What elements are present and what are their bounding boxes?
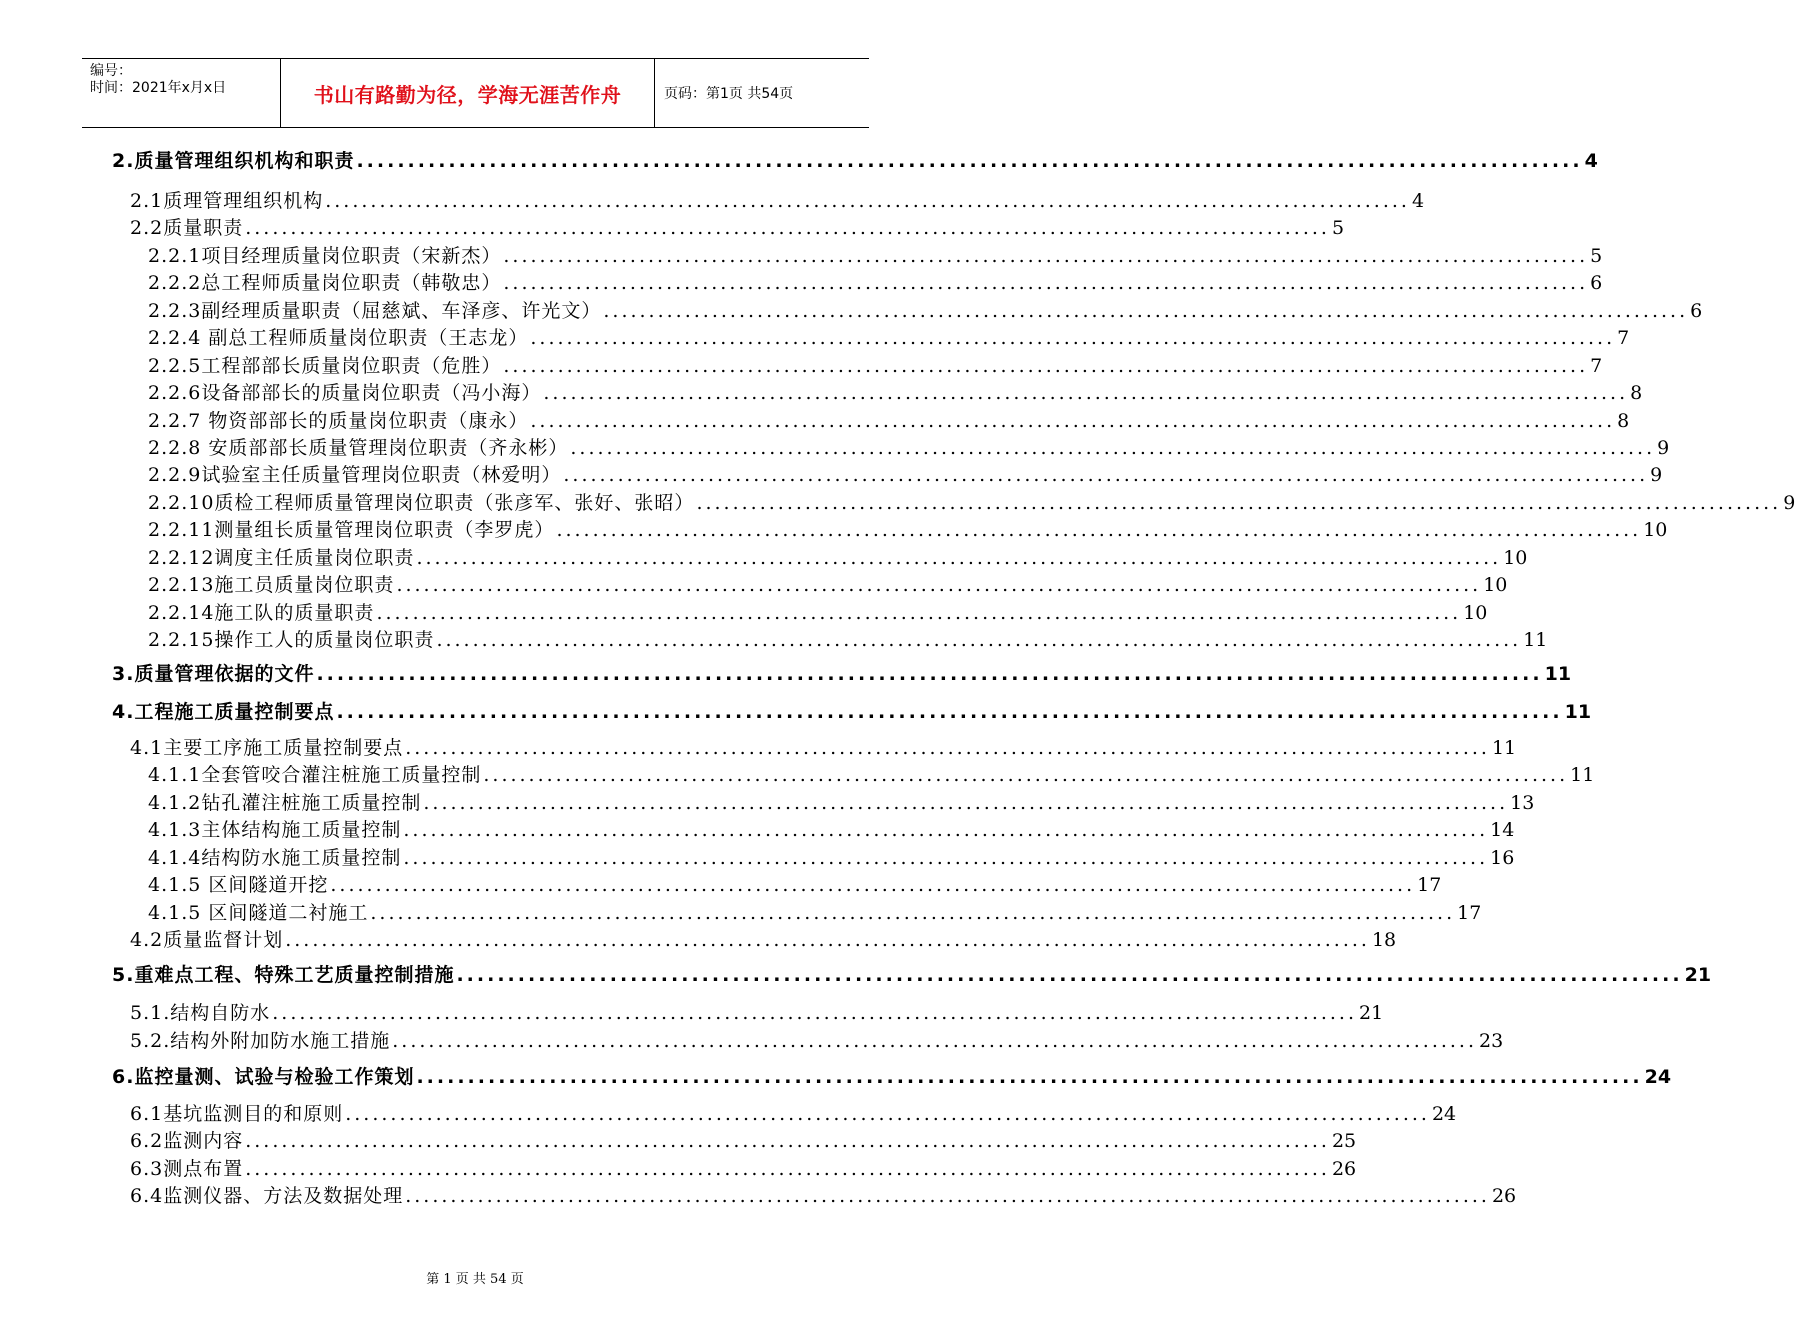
header-page-cell	[654, 59, 869, 127]
toc-entry[interactable]	[148, 900, 1482, 927]
toc-leader-dots: ........................................................................................................................	[285, 929, 1370, 951]
toc-entry-title: 2.1质理管理组织机构	[130, 190, 324, 212]
toc-entry-title: 2.2.11测量组长质量管理岗位职责（李罗虎）	[148, 519, 555, 541]
toc-leader-dots: ........................................................................................................................	[405, 1185, 1490, 1207]
toc-leader-dots: ........................................................................................................................	[603, 300, 1689, 322]
toc-entry-title: 6.1基坑监测目的和原则	[130, 1103, 344, 1125]
toc-leader-dots: ........................................................................................................................	[396, 574, 1482, 596]
toc-leader-dots: ........................................................................................................................	[696, 492, 1782, 514]
toc-entry-page: 17	[1417, 874, 1442, 896]
toc-leader-dots: ........................................................................................................................	[330, 874, 1416, 896]
toc-leader-dots: ........................................................................................................................	[345, 1103, 1430, 1125]
toc-entry-title: 2.2.7 物资部部长的质量岗位职责（康永）	[148, 410, 529, 432]
toc-entry-title: 4.1.2钻孔灌注桩施工质量控制	[148, 792, 422, 814]
toc-leader-dots: ........................................................................................................................	[416, 1066, 1643, 1088]
toc-entry-page: 21	[1359, 1002, 1384, 1024]
document-date-label: 时间：2021年x月x日	[90, 80, 227, 96]
toc-leader-dots: ........................................................................................................................	[316, 663, 1543, 685]
toc-entry-page: 26	[1491, 1185, 1517, 1207]
toc-leader-dots: ........................................................................................................................	[556, 519, 1642, 541]
toc-entry[interactable]	[112, 1064, 1672, 1091]
toc-entry-title: 2.2.9试验室主任质量管理岗位职责（林爱明）	[148, 464, 562, 486]
toc-entry[interactable]	[130, 215, 1345, 242]
toc-entry[interactable]	[148, 872, 1442, 899]
toc-entry-title: 4.1.1全套管咬合灌注桩施工质量控制	[148, 764, 482, 786]
toc-entry-page: 11	[1570, 764, 1595, 786]
toc-leader-dots: ........................................................................................................................	[483, 764, 1569, 786]
toc-entry[interactable]	[148, 517, 1668, 544]
toc-entry-title: 2.2.8 安质部部长质量管理岗位职责（齐永彬）	[148, 437, 569, 459]
toc-leader-dots: ........................................................................................................................	[245, 217, 1330, 239]
toc-leader-dots: ........................................................................................................................	[272, 1002, 1358, 1024]
toc-entry-title: 5.重难点工程、特殊工艺质量控制措施	[112, 964, 455, 986]
toc-entry-page: 8	[1630, 382, 1643, 404]
toc-entry[interactable]	[130, 735, 1517, 762]
toc-entry[interactable]	[148, 243, 1603, 270]
toc-entry-page: 17	[1457, 902, 1482, 924]
toc-entry[interactable]	[130, 1101, 1457, 1128]
toc-entry-page: 7	[1617, 327, 1630, 349]
toc-entry-page: 24	[1431, 1103, 1457, 1125]
toc-leader-dots: ........................................................................................................................	[503, 272, 1589, 294]
toc-leader-dots: ........................................................................................................................	[416, 547, 1502, 569]
toc-entry-title: 5.2.结构外附加防水施工措施	[130, 1030, 391, 1052]
toc-entry-page: 6	[1590, 272, 1603, 294]
toc-leader-dots: ........................................................................................................................	[543, 382, 1629, 404]
toc-leader-dots: ........................................................................................................................	[436, 629, 1522, 651]
toc-entry[interactable]	[130, 927, 1397, 954]
toc-entry-page: 7	[1590, 355, 1603, 377]
toc-entry[interactable]	[148, 817, 1515, 844]
toc-entry[interactable]	[148, 600, 1488, 627]
toc-entry-page: 11	[1523, 629, 1548, 651]
toc-entry[interactable]	[112, 661, 1572, 688]
toc-entry-page: 18	[1371, 929, 1397, 951]
toc-leader-dots: ........................................................................................................................	[356, 150, 1583, 172]
toc-entry-page: 10	[1463, 602, 1488, 624]
toc-entry[interactable]	[148, 325, 1630, 352]
header-meta-cell	[82, 59, 280, 127]
toc-entry-page: 4	[1584, 150, 1598, 172]
toc-entry[interactable]	[130, 188, 1425, 215]
toc-leader-dots: ........................................................................................................................	[376, 602, 1462, 624]
toc-entry-page: 13	[1510, 792, 1535, 814]
toc-leader-dots: ........................................................................................................................	[336, 701, 1563, 723]
toc-entry-title: 2.2.1项目经理质量岗位职责（宋新杰）	[148, 245, 502, 267]
toc-entry-title: 4.1.4结构防水施工质量控制	[148, 847, 402, 869]
toc-entry-title: 4.1.3主体结构施工质量控制	[148, 819, 402, 841]
toc-leader-dots: ........................................................................................................................	[370, 902, 1456, 924]
toc-entry-page: 4	[1411, 190, 1425, 212]
toc-entry-title: 4.2质量监督计划	[130, 929, 284, 951]
toc-leader-dots: ........................................................................................................................	[403, 847, 1489, 869]
toc-entry-title: 2.2.12调度主任质量岗位职责	[148, 547, 415, 569]
toc-leader-dots: ........................................................................................................................	[563, 464, 1649, 486]
toc-entry[interactable]	[148, 435, 1670, 462]
toc-entry-title: 4.1主要工序施工质量控制要点	[130, 737, 404, 759]
toc-leader-dots: ........................................................................................................................	[245, 1130, 1330, 1152]
toc-leader-dots: ........................................................................................................................	[392, 1030, 1478, 1052]
toc-entry-title: 2.2.15操作工人的质量岗位职责	[148, 629, 435, 651]
toc-entry-page: 9	[1783, 492, 1795, 514]
header-motto-cell	[280, 59, 655, 127]
toc-entry-page: 21	[1684, 964, 1712, 986]
toc-leader-dots: ........................................................................................................................	[423, 792, 1509, 814]
toc-entry[interactable]	[148, 790, 1535, 817]
toc-entry-title: 2.质量管理组织机构和职责	[112, 150, 355, 172]
toc-entry-title: 2.2.3副经理质量职责（屈慈斌、车泽彦、许光文）	[148, 300, 602, 322]
toc-entry-title: 4.1.5 区间隧道开挖	[148, 874, 329, 896]
toc-leader-dots: ........................................................................................................................	[325, 190, 1410, 212]
header-page-info: 页码：第1页 共54页	[664, 86, 794, 102]
toc-entry[interactable]	[112, 962, 1712, 989]
toc-entry[interactable]	[130, 1028, 1504, 1055]
toc-leader-dots: ........................................................................................................................	[530, 410, 1616, 432]
toc-entry[interactable]	[148, 490, 1795, 517]
toc-entry[interactable]	[148, 845, 1515, 872]
toc-entry-title: 2.2.13施工员质量岗位职责	[148, 574, 395, 596]
toc-entry-page: 14	[1490, 819, 1515, 841]
toc-entry-page: 25	[1331, 1130, 1357, 1152]
toc-entry-title: 2.2.2总工程师质量岗位职责（韩敬忠）	[148, 272, 502, 294]
toc-entry[interactable]	[148, 627, 1548, 654]
toc-entry-page: 11	[1491, 737, 1517, 759]
toc-entry[interactable]	[112, 148, 1598, 175]
toc-leader-dots: ........................................................................................................................	[503, 245, 1589, 267]
header-motto: 书山有路勤为径，学海无涯苦作舟	[313, 82, 622, 107]
toc-entry-title: 2.2.6设备部部长的质量岗位职责（冯小海）	[148, 382, 542, 404]
toc-entry-title: 6.4监测仪器、方法及数据处理	[130, 1185, 404, 1207]
toc-entry-page: 10	[1643, 519, 1668, 541]
page-footer: 第 1 页 共 54 页	[426, 1272, 524, 1287]
toc-entry[interactable]	[148, 462, 1663, 489]
toc-entry[interactable]	[148, 572, 1508, 599]
toc-entry-title: 2.2.14施工队的质量职责	[148, 602, 375, 624]
toc-entry-title: 2.2.10质检工程师质量管理岗位职责（张彦军、张好、张昭）	[148, 492, 695, 514]
page-header	[82, 58, 869, 128]
toc-entry-title: 2.2质量职责	[130, 217, 244, 239]
toc-entry[interactable]	[148, 762, 1595, 789]
toc-entry-page: 10	[1483, 574, 1508, 596]
toc-entry[interactable]	[130, 1183, 1517, 1210]
toc-entry-title: 6.2监测内容	[130, 1130, 244, 1152]
toc-entry[interactable]	[148, 408, 1630, 435]
toc-entry[interactable]	[130, 1000, 1384, 1027]
toc-entry-page: 5	[1331, 217, 1345, 239]
toc-leader-dots: ........................................................................................................................	[403, 819, 1489, 841]
toc-leader-dots: ........................................................................................................................	[570, 437, 1656, 459]
toc-entry-title: 2.2.4 副总工程师质量岗位职责（王志龙）	[148, 327, 529, 349]
toc-entry-page: 10	[1503, 547, 1528, 569]
toc-entry[interactable]	[112, 699, 1592, 726]
toc-entry-page: 11	[1564, 701, 1592, 723]
document-number-label: 编号：	[90, 63, 132, 79]
toc-entry-page: 9	[1657, 437, 1670, 459]
toc-entry[interactable]	[148, 545, 1528, 572]
toc-entry-title: 4.1.5 区间隧道二衬施工	[148, 902, 369, 924]
toc-entry-title: 2.2.5工程部部长质量岗位职责（危胜）	[148, 355, 502, 377]
toc-entry-page: 9	[1650, 464, 1663, 486]
toc-entry[interactable]	[148, 380, 1643, 407]
toc-entry-title: 3.质量管理依据的文件	[112, 663, 315, 685]
toc-entry-page: 24	[1644, 1066, 1672, 1088]
toc-entry-page: 8	[1617, 410, 1630, 432]
toc-entry[interactable]	[130, 1156, 1357, 1183]
toc-entry-page: 16	[1490, 847, 1515, 869]
toc-entry-page: 26	[1331, 1158, 1357, 1180]
toc-entry-title: 6.3测点布置	[130, 1158, 244, 1180]
toc-leader-dots: ........................................................................................................................	[405, 737, 1490, 759]
toc-leader-dots: ........................................................................................................................	[456, 964, 1683, 986]
toc-leader-dots: ........................................................................................................................	[530, 327, 1616, 349]
toc-entry-title: 4.工程施工质量控制要点	[112, 701, 335, 723]
toc-entry[interactable]	[148, 298, 1703, 325]
toc-entry-title: 5.1.结构自防水	[130, 1002, 271, 1024]
toc-entry-page: 6	[1690, 300, 1703, 322]
toc-entry-page: 5	[1590, 245, 1603, 267]
toc-entry-page: 11	[1544, 663, 1572, 685]
toc-entry[interactable]	[130, 1128, 1357, 1155]
toc-leader-dots: ........................................................................................................................	[503, 355, 1589, 377]
toc-entry[interactable]	[148, 353, 1603, 380]
toc-entry-title: 6.监控量测、试验与检验工作策划	[112, 1066, 415, 1088]
toc-entry-page: 23	[1479, 1030, 1504, 1052]
toc-entry[interactable]	[148, 270, 1603, 297]
toc-leader-dots: ........................................................................................................................	[245, 1158, 1330, 1180]
